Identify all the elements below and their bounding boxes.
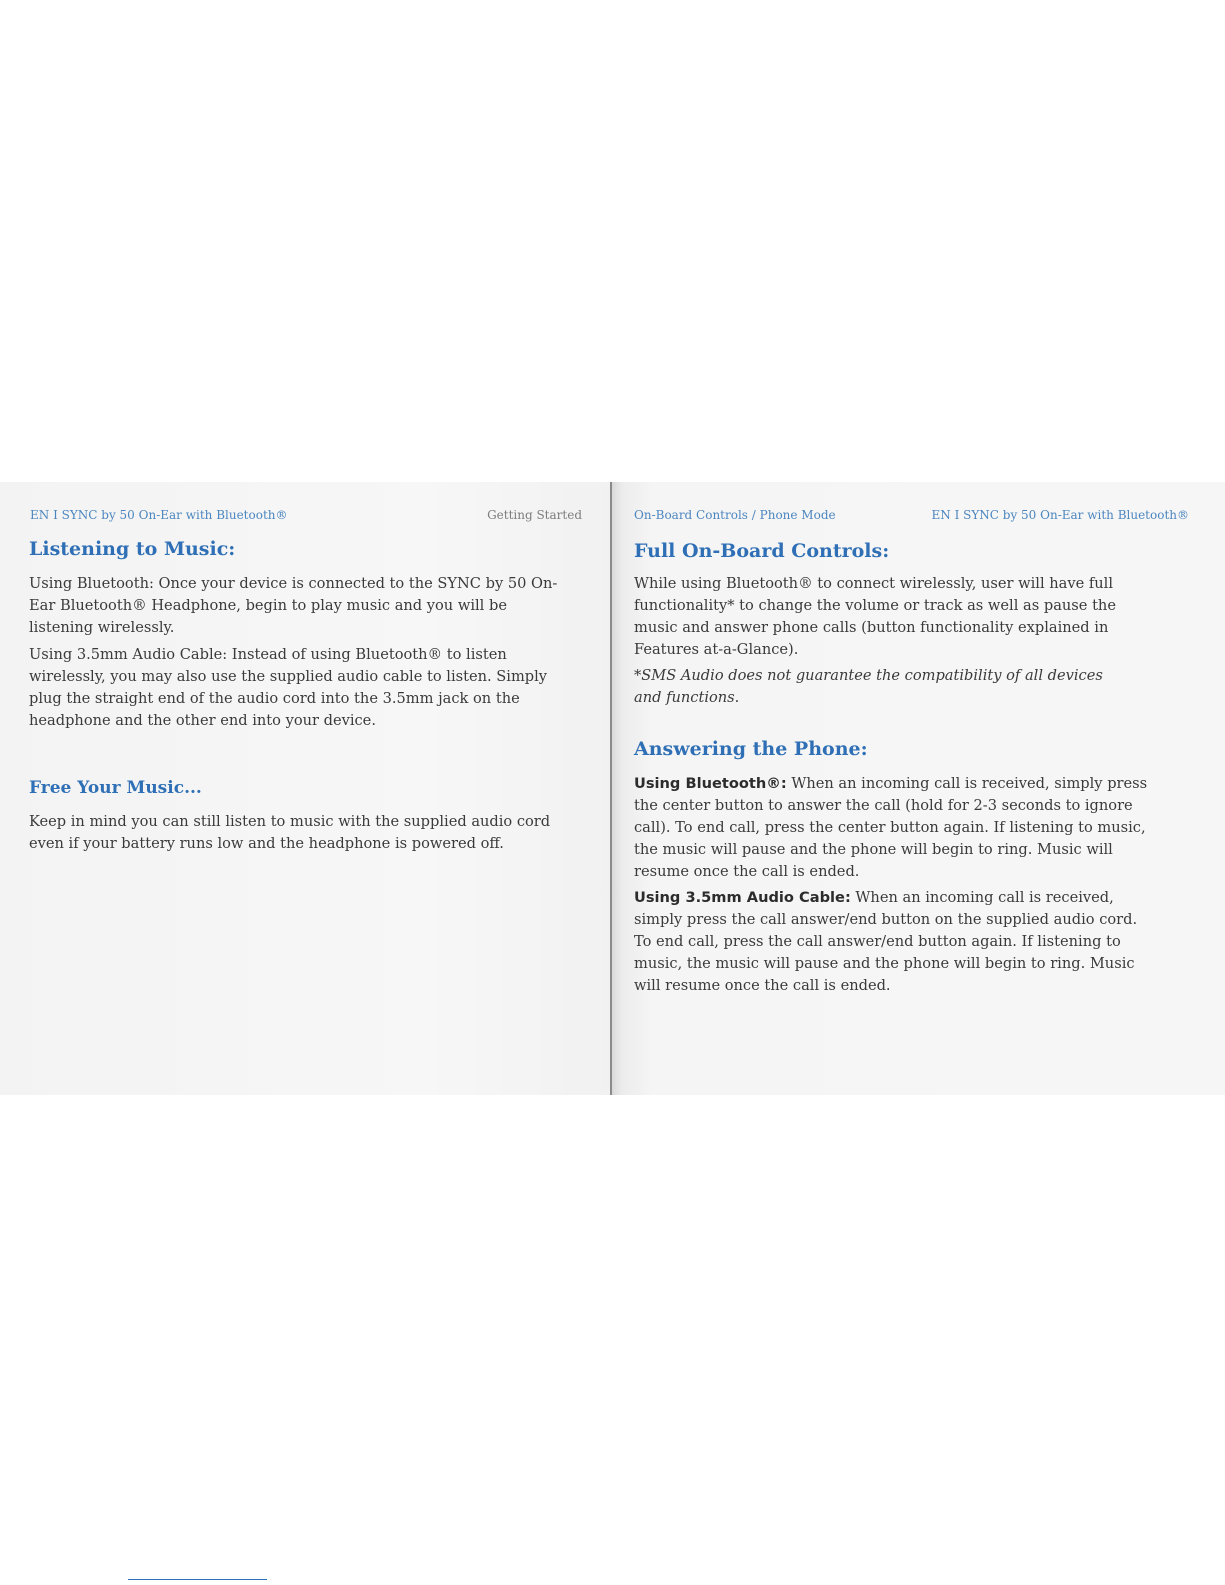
running-head-section: On-Board Controls / Phone Mode bbox=[634, 508, 836, 522]
bluetooth-answer-paragraph bbox=[634, 773, 1164, 883]
audio-cable-lead-text: Using 3.5mm Audio Cable: bbox=[634, 889, 851, 906]
audio-cable-listening-paragraph: Using 3.5mm Audio Cable: Instead of using Bluetooth® to listen wirelessly, you may also use the supplied audio cable to listen. Simply plug the straight end of the audio cord into the 3.5mm jack on the headphone and the other end into your device. bbox=[29, 646, 548, 729]
audio-cable-answer-text: When an incoming call is received, simply press the call answer/end button on the supplied audio cord. To end call, press the call answer/end button again. If listening to music, the music will pause and the phone will begin to ring. Music will resume once the call is ended. bbox=[634, 889, 1138, 994]
bluetooth-listening-paragraph: Using Bluetooth: Once your device is connected to the SYNC by 50 On-Ear Bluetooth® Headphone, begin to play music and you will be listening wirelessly. bbox=[29, 575, 558, 636]
right-page bbox=[612, 482, 1225, 1095]
free-your-music-heading: Free Your Music... bbox=[29, 778, 202, 798]
running-head-section: Getting Started bbox=[487, 508, 582, 522]
running-head-title: EN I SYNC by 50 On-Ear with Bluetooth® bbox=[30, 508, 288, 522]
full-onboard-controls-heading: Full On-Board Controls: bbox=[634, 540, 890, 562]
free-your-music-paragraph: Keep in mind you can still listen to music with the supplied audio cord even if your battery runs low and the headphone is powered off. bbox=[29, 813, 551, 852]
running-head-title: EN I SYNC by 50 On-Ear with Bluetooth® bbox=[931, 508, 1189, 522]
audio-cable-answer-paragraph bbox=[634, 887, 1149, 997]
bluetooth-answer-text: When an incoming call is received, simply press the center button to answer the call (hold for 2-3 seconds to ignore call). To end call, press the center button again. If listening to music, the music will pause and the phone will begin to ring. Music will resume once the call is ended. bbox=[634, 775, 1148, 880]
listening-to-music-heading: Listening to Music: bbox=[29, 538, 236, 560]
left-page bbox=[0, 482, 612, 1095]
booklet-spread bbox=[0, 482, 1225, 1095]
answering-the-phone-heading: Answering the Phone: bbox=[634, 738, 868, 760]
bluetooth-lead-text: Using Bluetooth®: bbox=[634, 775, 787, 792]
onboard-controls-paragraph: While using Bluetooth® to connect wirelessly, user will have full functionality* to change the volume or track as well as pause the music and answer phone calls (button functionality explained in Features at-a-Glance). bbox=[634, 575, 1116, 658]
compatibility-note: *SMS Audio does not guarantee the compatibility of all devices and functions. bbox=[634, 667, 1103, 706]
footer-underline bbox=[128, 1579, 267, 1580]
